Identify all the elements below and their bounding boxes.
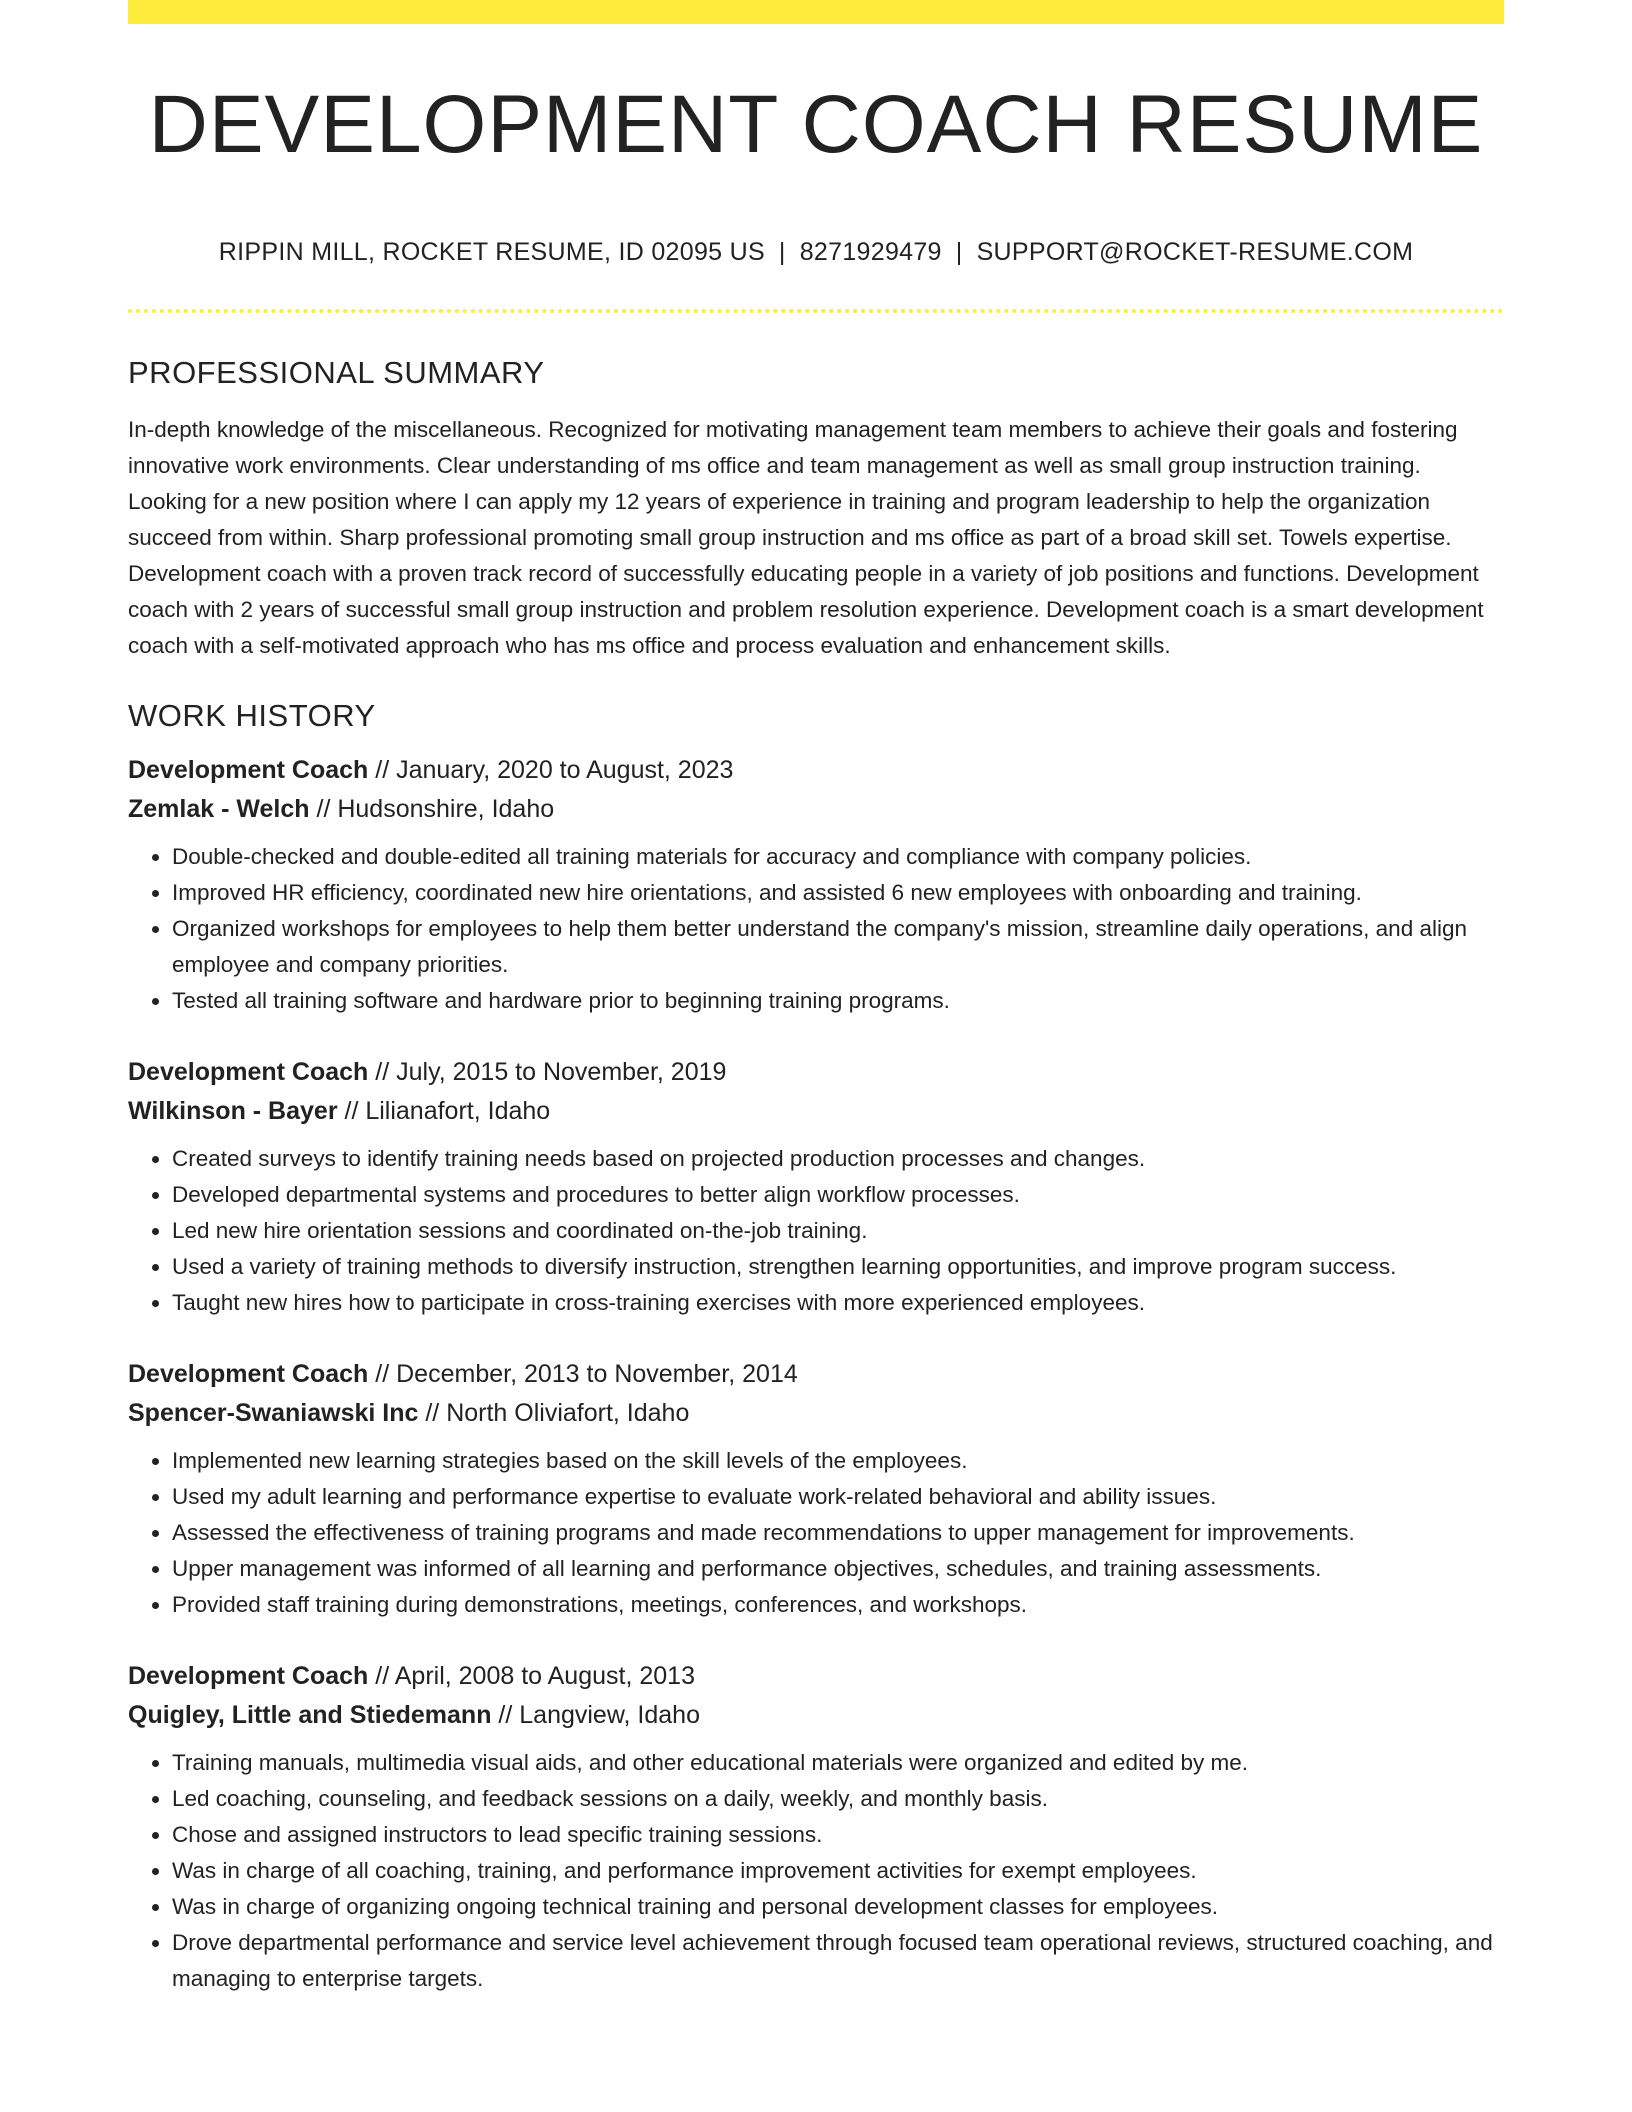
job-company-line: [128, 1092, 1504, 1131]
duty-item: • Developed departmental systems and procedures to better align workflow processes.: [172, 1177, 1504, 1213]
duty-item: • Used my adult learning and performance expertise to evaluate work-related behavioral and ability issues.: [172, 1479, 1504, 1515]
duty-item: • Tested all training software and hardware prior to beginning training programs.: [172, 983, 1504, 1019]
top-accent-bar: [128, 0, 1504, 24]
duty-item: • Upper management was informed of all learning and performance objectives, schedules, and training assessments.: [172, 1551, 1504, 1587]
job-entry: [128, 1657, 1504, 1997]
company-name: Zemlak - Welch: [128, 795, 310, 823]
duty-item: • Organized workshops for employees to help them better understand the company's mission, streamline daily operations, and align employee and company priorities.: [172, 911, 1504, 983]
company-location: // North Oliviafort, Idaho: [418, 1399, 690, 1427]
company-name: Wilkinson - Bayer: [128, 1097, 338, 1125]
company-location: // Langview, Idaho: [491, 1701, 700, 1729]
job-title-line: [128, 751, 1504, 790]
job-company-line: [128, 790, 1504, 829]
duties-list: [128, 1443, 1504, 1623]
duty-item: • Provided staff training during demonstrations, meetings, conferences, and workshops.: [172, 1587, 1504, 1623]
duty-item: • Double-checked and double-edited all training materials for accuracy and compliance with company policies.: [172, 839, 1504, 875]
duty-item: • Taught new hires how to participate in cross-training exercises with more experienced employees.: [172, 1285, 1504, 1321]
job-dates: // December, 2013 to November, 2014: [368, 1360, 798, 1388]
work-history-heading: WORK HISTORY: [128, 698, 376, 733]
resume-title: DEVELOPMENT COACH RESUME: [148, 79, 1484, 170]
duty-item: • Was in charge of all coaching, training, and performance improvement activities for exempt employees.: [172, 1853, 1504, 1889]
contact-phone: 8271929479: [799, 238, 942, 266]
duty-item: • Training manuals, multimedia visual aids, and other educational materials were organized and edited by me.: [172, 1745, 1504, 1781]
duties-list: [128, 1745, 1504, 1997]
work-history-list: [128, 751, 1504, 1997]
job-entry: [128, 1053, 1504, 1321]
job-company-line: [128, 1394, 1504, 1433]
contact-separator: |: [955, 238, 963, 266]
duty-item: • Chose and assigned instructors to lead specific training sessions.: [172, 1817, 1504, 1853]
contact-address: RIPPIN MILL, ROCKET RESUME, ID 02095 US: [218, 238, 765, 266]
job-title-line: [128, 1355, 1504, 1394]
dotted-divider: [128, 309, 1504, 313]
job-title: Development Coach: [128, 1360, 369, 1388]
duty-item: • Led coaching, counseling, and feedback sessions on a daily, weekly, and monthly basis.: [172, 1781, 1504, 1817]
summary-text: In-depth knowledge of the miscellaneous. Recognized for motivating management team members to achieve their goals and fostering innovative work environments. Clear understanding of ms office and team management as well as small group instruction training. Looking for a new position where I can apply my 12 years of experience in training and program leadership to help the organization succeed from within. Sharp professional promoting small group instruction and ms office as part of a broad skill set. Towels expertise. Development coach with a proven track record of successfully educating people in a variety of job positions and functions. Development coach with 2 years of successful small group instruction and problem resolution experience. Development coach is a smart development coach with a self-motivated approach who has ms office and process evaluation and enhancement skills.: [128, 417, 1484, 658]
job-dates: // January, 2020 to August, 2023: [368, 756, 734, 784]
duty-item: • Used a variety of training methods to diversify instruction, strengthen learning opportunities, and improve program success.: [172, 1249, 1504, 1285]
summary-heading: PROFESSIONAL SUMMARY: [128, 355, 545, 390]
duty-item: • Led new hire orientation sessions and coordinated on-the-job training.: [172, 1213, 1504, 1249]
job-title: Development Coach: [128, 756, 369, 784]
duty-item: • Implemented new learning strategies based on the skill levels of the employees.: [172, 1443, 1504, 1479]
job-entry: [128, 1355, 1504, 1623]
job-title: Development Coach: [128, 1662, 369, 1690]
job-title-line: [128, 1053, 1504, 1092]
company-location: // Hudsonshire, Idaho: [309, 795, 555, 823]
contact-line: [128, 238, 1504, 267]
job-title-line: [128, 1657, 1504, 1696]
duties-list: [128, 839, 1504, 1019]
duty-item: • Drove departmental performance and service level achievement through focused team operational reviews, structured coaching, and managing to enterprise targets.: [172, 1925, 1504, 1997]
contact-separator: |: [778, 238, 786, 266]
duty-item: • Improved HR efficiency, coordinated new hire orientations, and assisted 6 new employees with onboarding and training.: [172, 875, 1504, 911]
job-dates: // July, 2015 to November, 2019: [368, 1058, 727, 1086]
duty-item: • Was in charge of organizing ongoing technical training and personal development classes for employees.: [172, 1889, 1504, 1925]
company-name: Quigley, Little and Stiedemann: [128, 1701, 492, 1729]
company-location: // Lilianafort, Idaho: [337, 1097, 551, 1125]
duty-item: • Created surveys to identify training needs based on projected production processes and changes.: [172, 1141, 1504, 1177]
contact-email: SUPPORT@ROCKET-RESUME.COM: [976, 238, 1414, 266]
job-entry: [128, 751, 1504, 1019]
job-company-line: [128, 1696, 1504, 1735]
job-dates: // April, 2008 to August, 2013: [368, 1662, 695, 1690]
duties-list: [128, 1141, 1504, 1321]
duty-item: • Assessed the effectiveness of training programs and made recommendations to upper management for improvements.: [172, 1515, 1504, 1551]
company-name: Spencer-Swaniawski Inc: [128, 1399, 419, 1427]
job-title: Development Coach: [128, 1058, 369, 1086]
resume-page: [128, 0, 1504, 1997]
